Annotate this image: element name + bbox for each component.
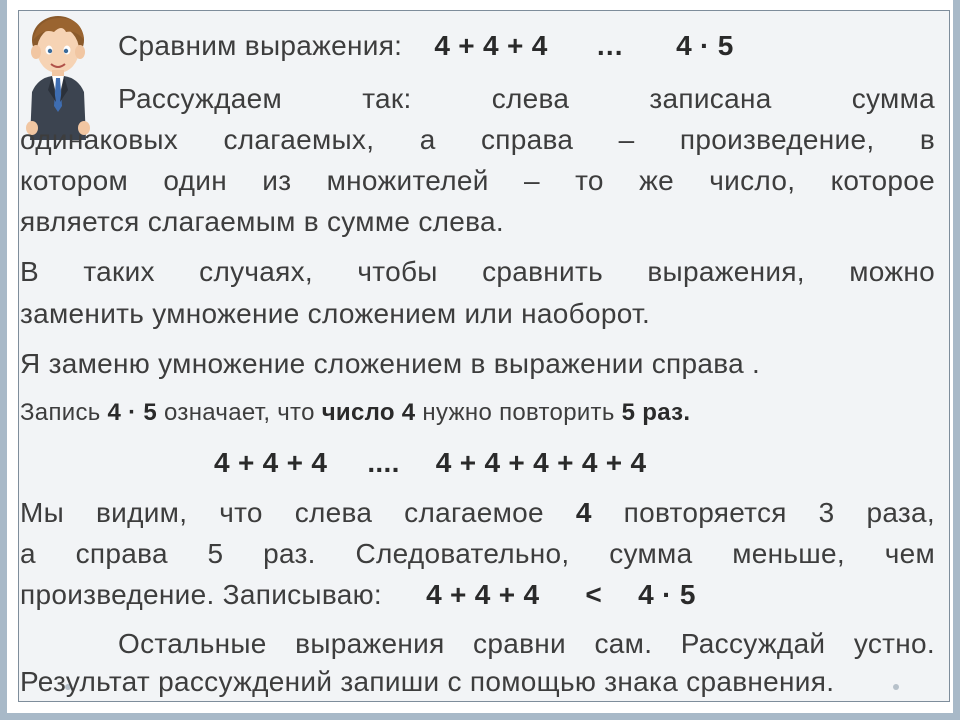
- task-line-2: Результат рассуждений запиши с помощью знака сравнения.: [20, 666, 835, 697]
- record-text-2: означает, что: [157, 399, 322, 426]
- title-prefix: Сравним выражения:: [118, 30, 403, 61]
- result-left: 4 + 4 + 4: [426, 579, 540, 610]
- record-number: число 4: [321, 399, 416, 426]
- task-line-1: Остальные выражения сравни сам. Рассуждай устно.: [118, 628, 935, 659]
- title-right-expression: 4 · 5: [676, 30, 734, 61]
- reasoning-line-2: одинаковых слагаемых, а справа – произведение, в: [20, 124, 935, 155]
- conclusion-addend: 4: [575, 497, 592, 528]
- reasoning-line-3: котором один из множителей – то же число, которое: [20, 165, 935, 196]
- reasoning-line-1: Рассуждаем так: слева записана сумма: [118, 83, 935, 114]
- result-right: 4 · 5: [638, 579, 696, 610]
- record-expression: 4 · 5: [107, 399, 158, 426]
- title-left-expression: 4 + 4 + 4: [434, 30, 548, 61]
- record-text-1: Запись: [20, 399, 108, 426]
- record-line: [20, 393, 935, 433]
- record-text-3: нужно повторить: [415, 399, 622, 426]
- comparison-right: 4 + 4 + 4 + 4 + 4: [435, 447, 647, 478]
- rule-line-2: заменить умножение сложением или наоборот.: [20, 298, 651, 329]
- conclusion-text-1: Мы видим, что слева слагаемое: [20, 497, 576, 528]
- conclusion-line-1: [20, 493, 935, 533]
- reasoning-line-4: является слагаемым в сумме слева.: [20, 206, 504, 237]
- conclusion-text-3: произведение. Записываю:: [20, 579, 382, 610]
- title-line: [118, 26, 918, 66]
- result-sign: <: [585, 579, 603, 610]
- conclusion-text-2: повторяется 3 раза,: [591, 497, 935, 528]
- record-times: 5 раз.: [621, 399, 691, 426]
- rule-line-1: В таких случаях, чтобы сравнить выражения, можно: [20, 256, 935, 287]
- comparison-line: [214, 443, 914, 483]
- comparison-left: 4 + 4 + 4: [214, 447, 328, 478]
- title-dots: …: [595, 30, 625, 61]
- conclusion-line-2: а справа 5 раз. Следовательно, сумма меньше, чем: [20, 538, 935, 569]
- comparison-dots: ....: [367, 447, 400, 478]
- conclusion-line-3: [20, 575, 935, 615]
- replace-line: Я заменю умножение сложением в выражении справа .: [20, 348, 761, 379]
